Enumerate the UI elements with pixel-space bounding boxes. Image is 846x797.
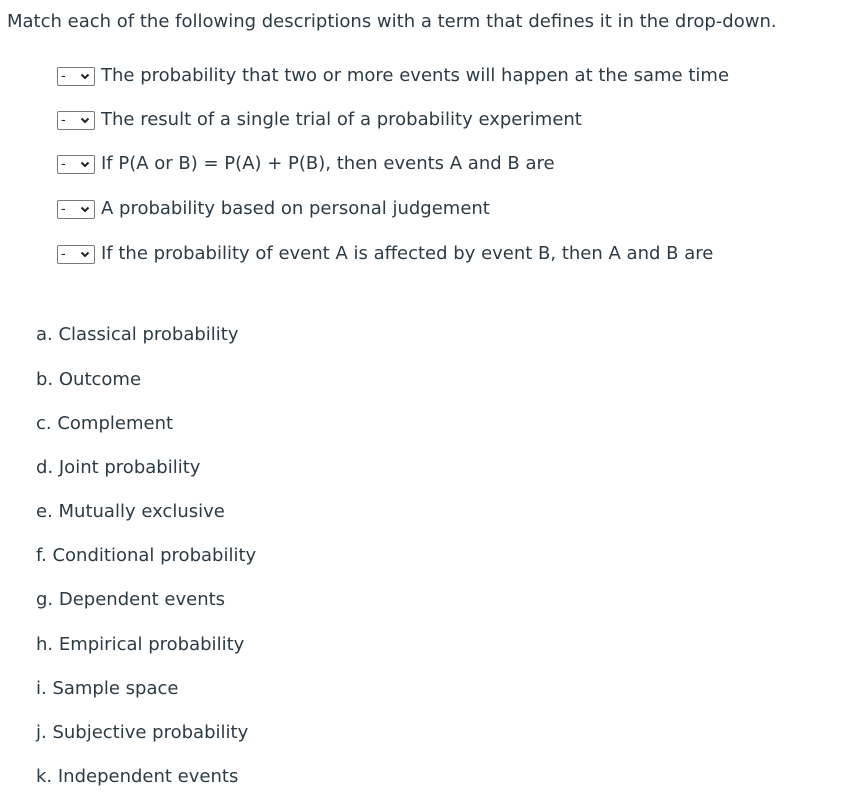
- question-text-4: A probability based on personal judgement: [101, 198, 490, 219]
- option-b: b. Outcome: [36, 369, 142, 390]
- option-e: e. Mutually exclusive: [36, 501, 225, 522]
- option-a: a. Classical probability: [36, 324, 239, 345]
- answer-dropdown-3[interactable]: [57, 155, 95, 174]
- option-h: h. Empirical probability: [36, 634, 245, 655]
- answer-dropdown-2[interactable]: [57, 111, 95, 130]
- question-prompt: Match each of the following descriptions with a term that defines it in the drop-down.: [7, 11, 777, 32]
- option-d: d. Joint probability: [36, 457, 201, 478]
- dropdown-selected-value: -: [61, 201, 66, 217]
- answer-dropdown-4[interactable]: [57, 200, 95, 219]
- question-text-1: The probability that two or more events will happen at the same time: [101, 65, 730, 86]
- answer-dropdown-5[interactable]: [57, 245, 95, 264]
- question-row-5: [57, 242, 713, 266]
- question-text-3: If P(A or B) = P(A) + P(B), then events A and B are: [101, 153, 555, 174]
- question-text-5: If the probability of event A is affected by event B, then A and B are: [101, 243, 714, 264]
- chevron-down-icon: [80, 251, 90, 258]
- option-c: c. Complement: [36, 413, 174, 434]
- question-row-3: [57, 152, 555, 176]
- question-row-4: [57, 197, 490, 221]
- option-j: j. Subjective probability: [36, 722, 249, 743]
- chevron-down-icon: [80, 161, 90, 168]
- question-text-2: The result of a single trial of a probability experiment: [101, 109, 582, 130]
- option-k: k. Independent events: [36, 766, 239, 787]
- dropdown-selected-value: -: [61, 246, 66, 262]
- question-row-1: [57, 64, 729, 88]
- option-g: g. Dependent events: [36, 589, 226, 610]
- answer-dropdown-1[interactable]: [57, 67, 95, 86]
- dropdown-selected-value: -: [61, 156, 66, 172]
- option-f: f. Conditional probability: [36, 545, 257, 566]
- chevron-down-icon: [80, 206, 90, 213]
- dropdown-selected-value: -: [61, 68, 66, 84]
- option-i: i. Sample space: [36, 678, 179, 699]
- dropdown-selected-value: -: [61, 112, 66, 128]
- question-row-2: [57, 108, 582, 132]
- chevron-down-icon: [80, 73, 90, 80]
- chevron-down-icon: [80, 117, 90, 124]
